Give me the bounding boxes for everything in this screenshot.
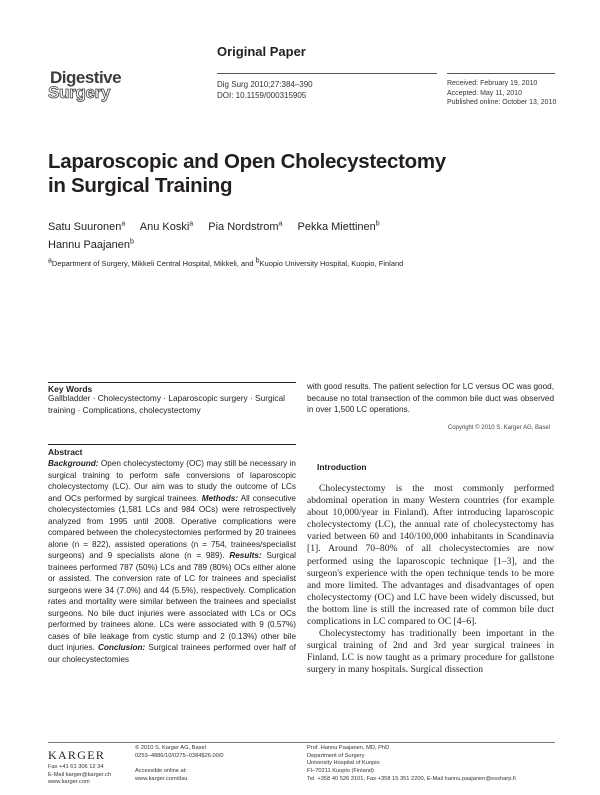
online-label: Accessible online at: bbox=[135, 768, 187, 775]
contact-tel: Tel. +358 40 526 3101, Fax +358 15 351 2200, E-Mail hannu.paajanen@essharp.fi bbox=[307, 775, 516, 782]
author: Pekka Miettinen$^b$ bbox=[297, 220, 380, 233]
publisher-contact bbox=[48, 764, 111, 787]
author: Satu Suuronen$^a$ bbox=[48, 220, 126, 233]
abstract-body bbox=[48, 458, 296, 665]
header-rule-left bbox=[217, 73, 437, 74]
article-title bbox=[48, 150, 548, 198]
results-text: Surgical trainees performed 787 (50%) LCs and 789 (80%) OCs either alone or assisted. The conversion rate of LC for trainees and specialist surgeons were 34 (7.0%) and 44 (5.5%), respectively. Complication rates and mortality were similar between the trainees and specialist surgeons. No bile duct injuries were associated with LCs or OCs performed by trainees alone. LCs were associated with 9 (0.57%) cases of bile leakage from cystic stump and 2 (0.13%) other bile duct injuries. bbox=[48, 551, 297, 652]
abstract-rule bbox=[48, 444, 296, 445]
header-rule-right bbox=[447, 73, 555, 74]
online-url: www.karger.com/dsu bbox=[135, 775, 188, 782]
intro-paragraph-1: Cholecystectomy is the most commonly performed abdominal operation in many Western countries (for example about 10,000/year in Finland). After introducing laparoscopic cholecystectomy (LC), the annual rate of cholecystectomy has varied between 60 and 140/100,000 inhabitants in Scandinavia [1]. Around 70–80% of all cholecystectomies are now performed using the laparoscopic technique [1–3], and the surgeon's experience with the open technique tends to be more and more limited. The advantages and disadvantages of open cholecystectomy (OC) and LC have been widely discussed, but the bottom line is still the increased rate of common bile duct complications in LC compared to OC [4–6]. bbox=[307, 483, 554, 628]
keywords-rule bbox=[48, 382, 296, 383]
citation: Dig Surg 2010;27:384–390 bbox=[217, 80, 313, 89]
introduction-heading: Introduction bbox=[317, 462, 367, 472]
intro-paragraph-2: Cholecystectomy has traditionally been important in the surgical training of 2nd and 3rd year surgical trainees in Finland. LC is now taught as a primary procedure for gallstone surgery in many hospitals. Surgical dissection bbox=[307, 628, 554, 676]
keywords-heading: Key Words bbox=[48, 384, 93, 394]
journal-logo bbox=[50, 70, 150, 100]
methods-text: All consecutive cholecystectomies (1,581 LCs and 984 OCs) were retrospectively analyzed from 1995 until 2008. Operative complications were compared between the cholecystectomies performed by 20 trainees alone (n = 822), assisted operations (n = 754, trainees/specialist surgeons) and 9 specialists alone (n = 989). bbox=[48, 493, 296, 560]
citation-block bbox=[217, 79, 313, 101]
abstract-heading: Abstract bbox=[48, 447, 83, 457]
affiliations: $^a$Department of Surgery, Mikkeli Central Hospital, Mikkeli, and $^b$Kuopio University Hospital, Kuopio, Finland bbox=[48, 257, 404, 268]
author: Pia Nordstrom$^a$ bbox=[208, 220, 283, 233]
title-line-2: in Surgical Training bbox=[48, 174, 233, 197]
accepted-date: Accepted: May 11, 2010 bbox=[447, 89, 522, 97]
contact-city: FI–70211 Kuopio (Finland) bbox=[307, 768, 374, 775]
journal-logo-line2: Surgery bbox=[48, 83, 111, 102]
copyright-block bbox=[135, 745, 224, 784]
received-date: Received: February 19, 2010 bbox=[447, 80, 538, 87]
contact-dept: Department of Surgery bbox=[307, 752, 365, 759]
publisher-web: www.karger.com bbox=[48, 779, 90, 786]
author: Hannu Paajanen$^b$ bbox=[48, 238, 134, 251]
published-date: Published online: October 13, 2010 bbox=[447, 99, 557, 106]
footer-issn: 0253–4886/10/0275–0384$26.00/0 bbox=[135, 752, 224, 759]
publisher-logo: KARGER bbox=[48, 748, 106, 762]
author-list bbox=[48, 218, 468, 254]
publisher-email: E-Mail karger@karger.ch bbox=[48, 771, 111, 778]
affiliation-a: Department of Surgery, Mikkeli Central Hospital, Mikkeli, and bbox=[51, 259, 254, 268]
abstract-copyright: Copyright © 2010 S. Karger AG, Basel bbox=[447, 425, 550, 431]
affiliation-b: Kuopio University Hospital, Kuopio, Finland bbox=[259, 259, 404, 268]
publisher-fax: Fax +41 61 306 12 34 bbox=[48, 764, 104, 770]
title-line-1: Laparoscopic and Open Cholecystectomy bbox=[48, 150, 446, 173]
correspondence-block bbox=[307, 745, 557, 784]
abstract-continuation: with good results. The patient selection for LC versus OC was good, because no total transection of the common bile duct was observed in over 1,500 LC operations. bbox=[307, 382, 554, 414]
keywords-text: Gallbladder · Cholecystectomy · Laparoscopic surgery · Surgical training · Complications, cholecystectomy bbox=[48, 393, 286, 415]
background-text: Open cholecystectomy (OC) may still be necessary in surgical training to perform safe conversions of laparoscopic cholecystectomy (LC). Our aim was to study the outcome of LCs and OCs performed by surgical trainees. bbox=[48, 459, 296, 503]
conclusion-text: Surgical trainees performed over half of our cholecystectomies bbox=[48, 643, 296, 664]
conclusion-label: Conclusion: bbox=[97, 643, 146, 652]
paper-type: Original Paper bbox=[217, 44, 306, 59]
footer-rule bbox=[48, 742, 555, 743]
introduction-body bbox=[307, 483, 554, 677]
journal-logo-line1: Digestive bbox=[50, 68, 122, 87]
author: Anu Koski$^a$ bbox=[139, 220, 194, 233]
contact-hospital: University Hospital of Kuopio bbox=[307, 760, 380, 767]
dates-block bbox=[447, 79, 556, 108]
footer-copyright: © 2010 S. Karger AG, Basel bbox=[135, 745, 206, 751]
contact-name: Prof. Hannu Paajanen, MD, PhD bbox=[307, 745, 390, 751]
results-label: Results: bbox=[229, 551, 262, 560]
methods-label: Methods: bbox=[201, 493, 239, 503]
background-label: Background: bbox=[48, 459, 99, 468]
doi: DOI: 10.1159/000315905 bbox=[217, 91, 307, 100]
